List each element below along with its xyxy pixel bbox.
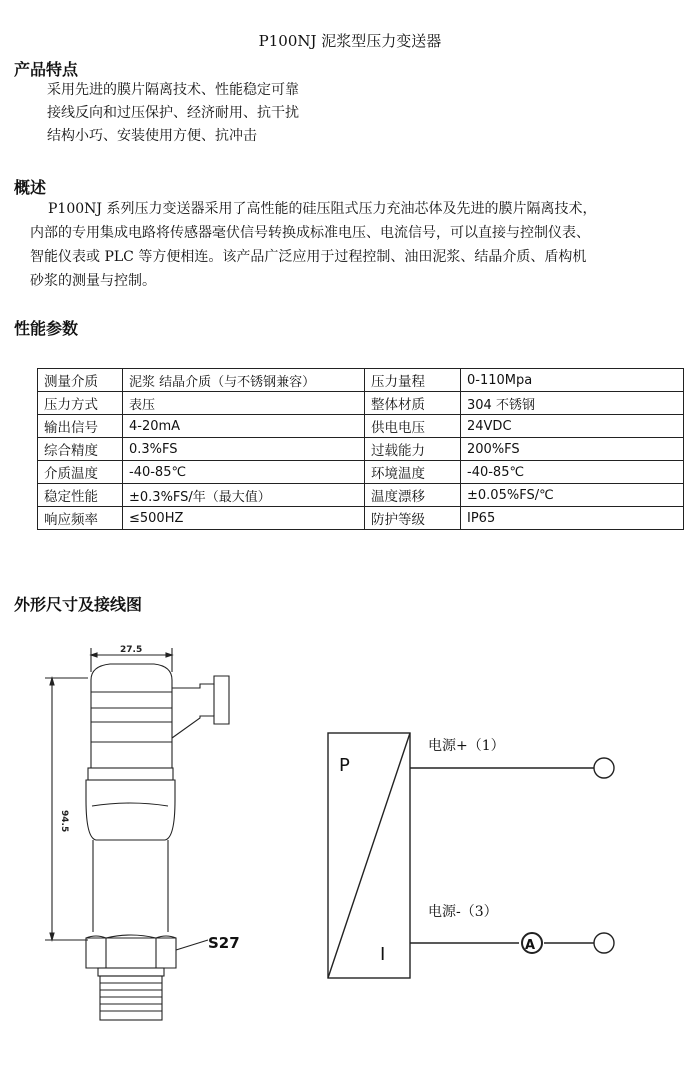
spec-label: 输出信号	[38, 415, 123, 438]
feature-item: 采用先进的膜片隔离技术、性能稳定可靠	[47, 82, 299, 98]
spec-value: 200%FS	[461, 438, 684, 461]
spec-value: -40-85℃	[461, 461, 684, 484]
feature-item: 结构小巧、安装使用方便、抗冲击	[47, 128, 257, 144]
hex-nut	[86, 938, 176, 968]
dim-arrow	[91, 653, 97, 657]
spec-label: 介质温度	[38, 461, 123, 484]
specs-heading: 性能参数	[14, 319, 79, 338]
feature-item: 接线反向和过压保护、经济耐用、抗干扰	[47, 105, 299, 121]
dim-arrow	[166, 653, 172, 657]
spec-label: 综合精度	[38, 438, 123, 461]
box-label-i: I	[380, 944, 386, 965]
spec-label: 响应频率	[38, 507, 123, 530]
overview-heading: 概述	[14, 178, 47, 197]
supply-plus-label: 电源+（1）	[428, 738, 505, 754]
length-dim-text: 94.5	[59, 810, 69, 833]
terminal-plus	[594, 758, 614, 778]
spec-value: 304 不锈钢	[461, 392, 684, 415]
spec-label: 稳定性能	[38, 484, 123, 507]
spec-value: 0.3%FS	[123, 438, 365, 461]
page-title: P100NJ 泥浆型压力变送器	[258, 32, 442, 50]
spec-value: 24VDC	[461, 415, 684, 438]
spec-label: 防护等级	[365, 507, 461, 530]
spec-label: 整体材质	[365, 392, 461, 415]
dim-arrow	[50, 678, 54, 685]
cable-gland	[172, 676, 229, 738]
spec-label: 测量介质	[38, 369, 123, 392]
spec-label: 过载能力	[365, 438, 461, 461]
drawing-heading: 外形尺寸及接线图	[14, 595, 143, 614]
width-dim-text: 27.5	[120, 645, 143, 655]
spec-value: 泥浆 结晶介质（与不锈钢兼容）	[123, 369, 365, 392]
overview-line: 智能仪表或 PLC 等方便相连。该产品广泛应用于过程控制、油田泥浆、结晶介质、盾构机	[30, 249, 587, 265]
overview-line: 砂浆的测量与控制。	[30, 273, 156, 289]
leader-line	[176, 940, 208, 950]
overview-line: 内部的专用集成电路将传感器毫伏信号转换成标准电压、电流信号，可以直接与控制仪表、	[30, 225, 590, 241]
ammeter-label: A	[525, 938, 536, 953]
spec-label: 供电电压	[365, 415, 461, 438]
dim-arrow	[50, 933, 54, 940]
spec-value: 0-110Mpa	[461, 369, 684, 392]
box-label-p: P	[339, 755, 350, 776]
spec-value: ≤500HZ	[123, 507, 365, 530]
hex-size-label: S27	[208, 934, 240, 952]
overview-line: P100NJ 系列压力变送器采用了高性能的硅压阻式压力充油芯体及先进的膜片隔离技术，	[48, 201, 597, 217]
spec-label: 温度漂移	[365, 484, 461, 507]
body-collar	[86, 780, 175, 840]
spec-value: 4-20mA	[123, 415, 365, 438]
features-heading: 产品特点	[14, 60, 79, 79]
supply-minus-label: 电源-（3）	[428, 904, 498, 920]
terminal-minus	[594, 933, 614, 953]
spec-value: -40-85℃	[123, 461, 365, 484]
spec-value: ±0.05%FS/℃	[461, 484, 684, 507]
spec-value: 表压	[123, 392, 365, 415]
spec-label: 压力方式	[38, 392, 123, 415]
spec-label: 压力量程	[365, 369, 461, 392]
spec-value: IP65	[461, 507, 684, 530]
spec-label: 环境温度	[365, 461, 461, 484]
connector-head	[91, 664, 172, 768]
spec-value: ±0.3%FS/年（最大值）	[123, 484, 365, 507]
body-ring	[88, 768, 173, 780]
